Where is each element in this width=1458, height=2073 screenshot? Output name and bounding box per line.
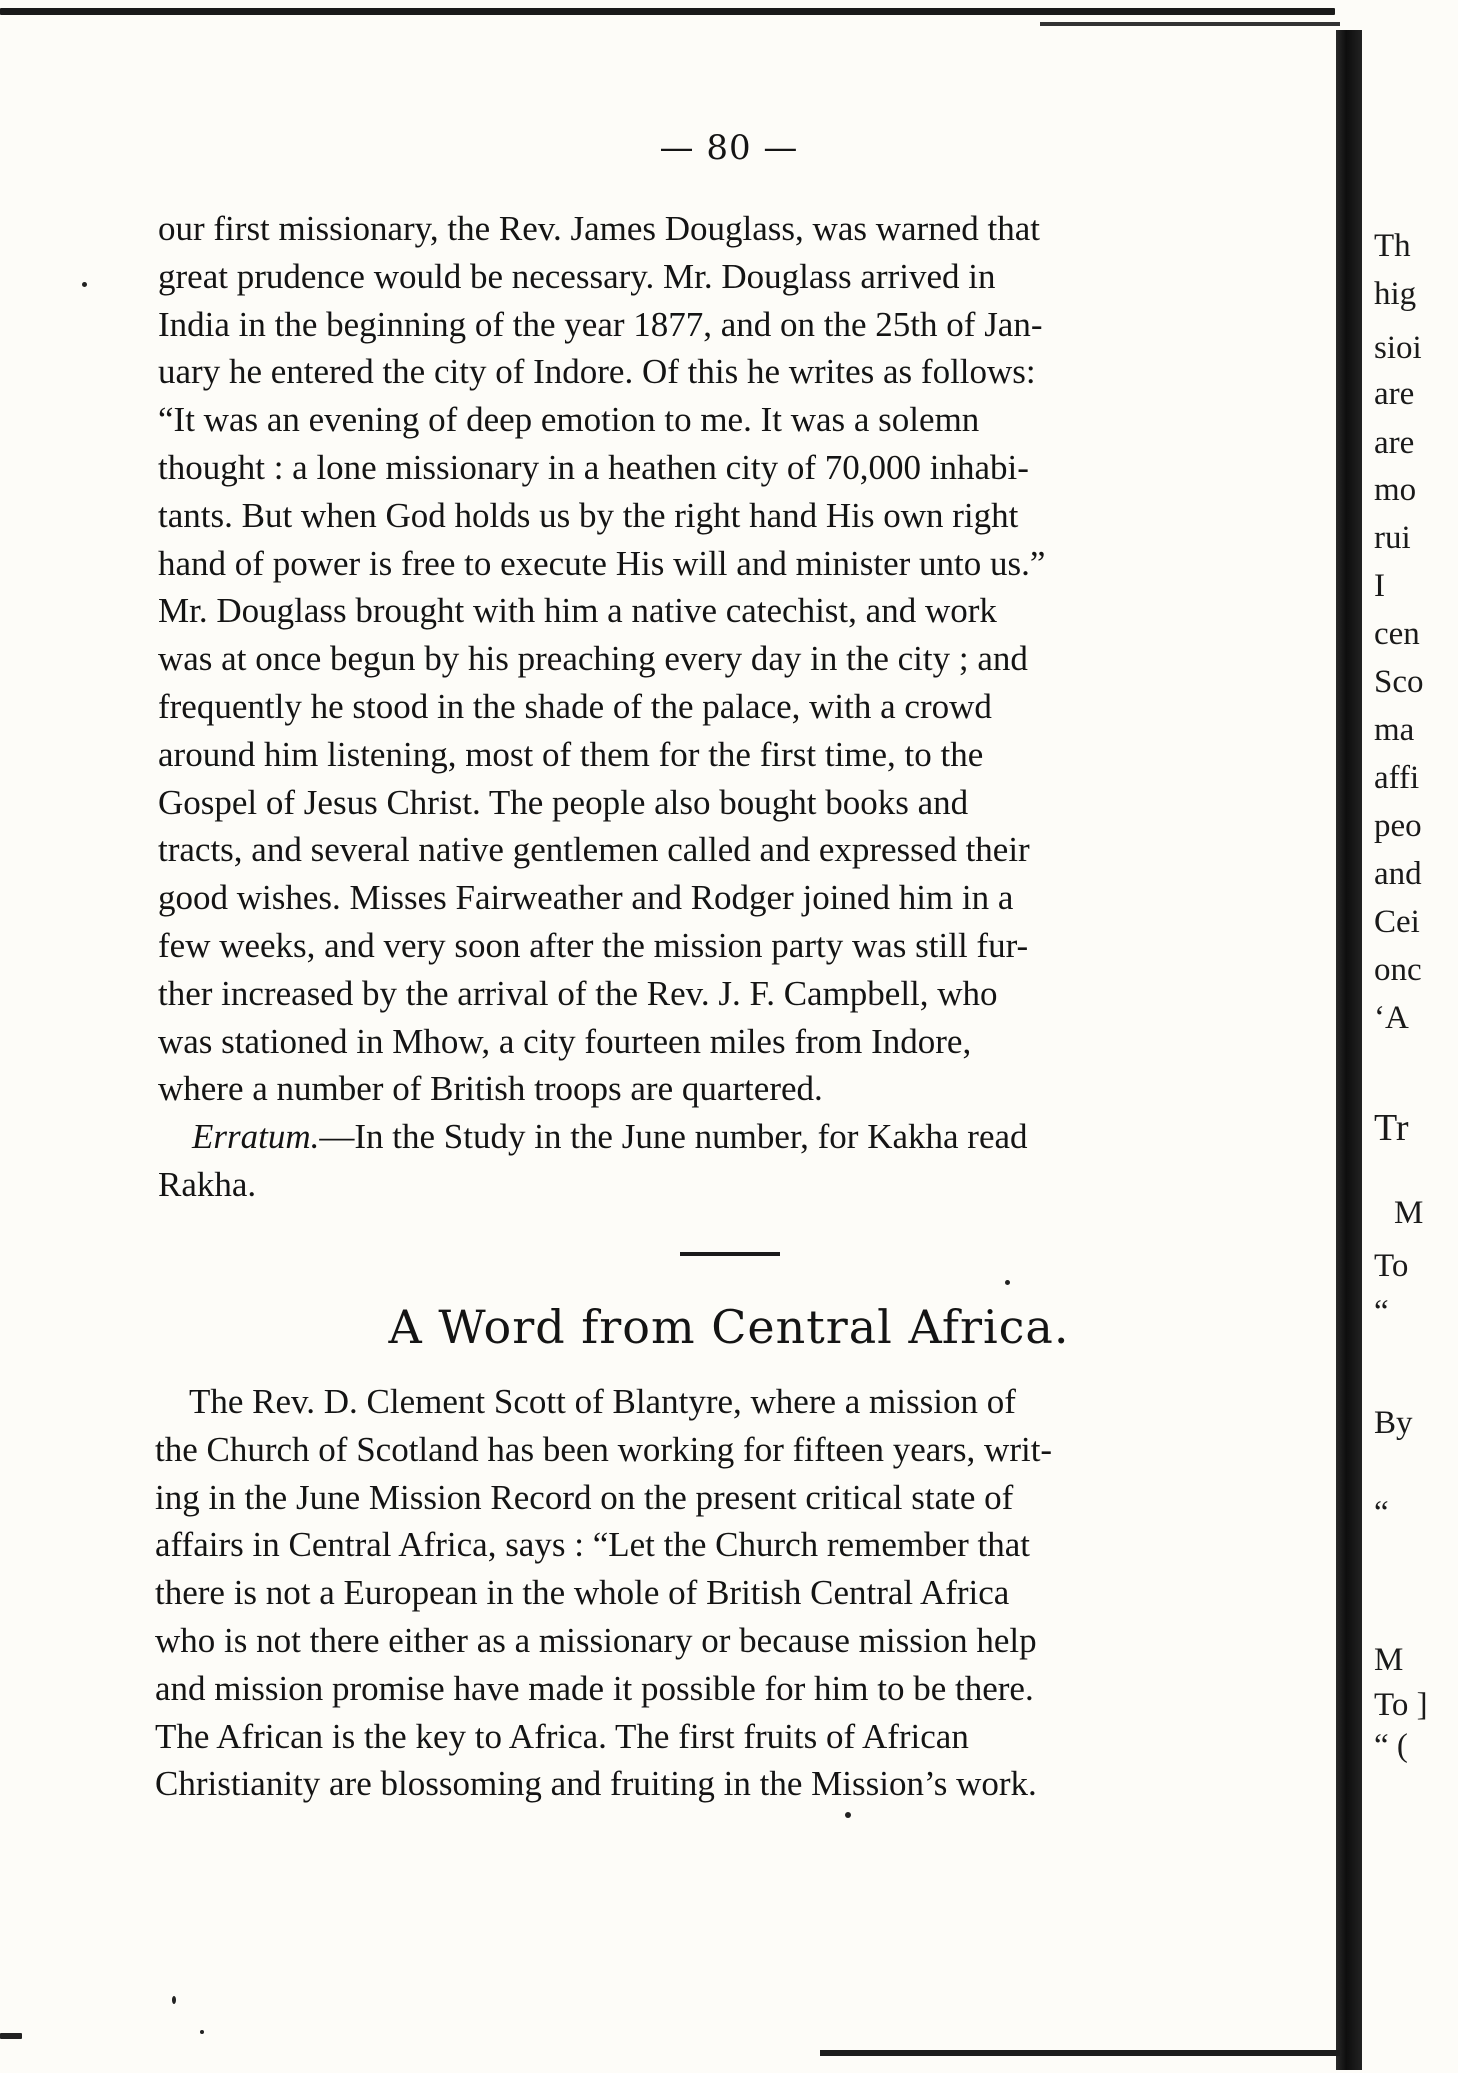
fragment: sioi (1374, 330, 1422, 366)
text-line: affairs in Central Africa, says : “Let the Church remember that (155, 1525, 1030, 1565)
text-line: India in the beginning of the year 1877, and on the 25th of Jan- (158, 304, 1043, 344)
binding-gutter (1336, 30, 1362, 2070)
text-line: the Church of Scotland has been working for fifteen years, writ- (155, 1429, 1053, 1469)
section-divider (680, 1252, 780, 1256)
text-line: was at once begun by his preaching every day in the city ; and (158, 639, 1028, 679)
fragment: Sco (1374, 664, 1424, 700)
text-line: Christianity are blossoming and fruiting in the Mission’s work. (155, 1764, 1037, 1804)
ink-speck (200, 2030, 204, 2034)
section-article (155, 1378, 1320, 1808)
text-line: The Rev. D. Clement Scott of Blantyre, where a mission of (189, 1382, 1016, 1421)
erratum-line-2: Rakha. (158, 1164, 257, 1204)
fragment: rui (1374, 520, 1411, 556)
fragment: M (1374, 1642, 1404, 1678)
fragment: M (1394, 1195, 1424, 1231)
bottom-rule (820, 2050, 1340, 2056)
erratum-line (158, 1113, 1320, 1161)
erratum-label: Erratum. (192, 1117, 320, 1157)
text-line: around him listening, most of them for the first time, to the (158, 734, 984, 774)
ink-speck (1005, 1280, 1010, 1285)
text-line: frequently he stood in the shade of the palace, with a crowd (158, 686, 992, 726)
section-title: A Word from Central Africa. (388, 1300, 1070, 1354)
text-line: Mr. Douglass brought with him a native catechist, and work (158, 591, 997, 631)
fragment: are (1374, 425, 1415, 461)
fragment: cen (1374, 616, 1420, 652)
top-rule (0, 8, 1335, 15)
fragment: To ] (1374, 1687, 1428, 1723)
fragment: “ (1374, 1294, 1389, 1330)
top-rule-secondary (1040, 22, 1340, 26)
fragment: “ ( (1374, 1728, 1408, 1764)
text-line: The African is the key to Africa. The first fruits of African (155, 1716, 969, 1756)
ink-speck (172, 1996, 176, 2004)
text-line: good wishes. Misses Fairweather and Rodger joined him in a (158, 878, 1014, 918)
text-line: tracts, and several native gentlemen called and expressed their (158, 830, 1030, 870)
text-line: and mission promise have made it possible for him to be there. (155, 1668, 1034, 1708)
text-line: there is not a European in the whole of British Central Africa (155, 1573, 1010, 1613)
fragment: Th (1374, 228, 1411, 264)
fragment: By (1374, 1405, 1413, 1441)
fragment: ‘A (1374, 1000, 1409, 1036)
text-line: great prudence would be necessary. Mr. Douglass arrived in (158, 256, 996, 296)
text-line: thought : a lone missionary in a heathen city of 70,000 inhabi- (158, 447, 1029, 487)
fragment: hig (1374, 276, 1417, 312)
erratum-text: —In the Study in the June number, for Kakha read (319, 1117, 1028, 1157)
text-line: where a number of British troops are quartered. (158, 1069, 823, 1109)
text-line: tants. But when God holds us by the right hand His own right (158, 495, 1019, 535)
fragment: To (1374, 1248, 1409, 1284)
adjacent-page-fragments (1370, 0, 1458, 2073)
page-number: — 80 — (659, 128, 799, 168)
fragment: onc (1374, 952, 1422, 988)
fragment: Tr (1374, 1107, 1409, 1149)
text-line: who is not there either as a missionary or because mission help (155, 1620, 1037, 1660)
fragment: “ (1374, 1495, 1389, 1531)
text-line: few weeks, and very soon after the mission party was still fur- (158, 925, 1029, 965)
fragment: peo (1374, 808, 1422, 844)
fragment: are (1374, 376, 1415, 412)
text-line: ther increased by the arrival of the Rev. J. F. Campbell, who (158, 973, 998, 1013)
ink-mark (0, 2033, 22, 2039)
text-line: uary he entered the city of Indore. Of this he writes as follows: (158, 352, 1036, 392)
text-line: our first missionary, the Rev. James Douglass, was warned that (158, 209, 1040, 248)
fragment: ma (1374, 712, 1415, 748)
fragment: affi (1374, 760, 1420, 796)
fragment: I (1374, 568, 1385, 604)
text-line: ing in the June Mission Record on the present critical state of (155, 1477, 1014, 1517)
text-line: hand of power is free to execute His will and minister unto us.” (158, 543, 1046, 583)
fragment: mo (1374, 472, 1417, 508)
fragment: Cei (1374, 904, 1420, 940)
text-line: “It was an evening of deep emotion to me. It was a solemn (158, 400, 980, 440)
fragment: and (1374, 856, 1422, 892)
text-line: Gospel of Jesus Christ. The people also bought books and (158, 782, 969, 822)
ink-speck (845, 1812, 851, 1818)
main-article (158, 205, 1320, 1209)
text-line: was stationed in Mhow, a city fourteen miles from Indore, (158, 1021, 972, 1061)
ink-speck (82, 282, 87, 287)
